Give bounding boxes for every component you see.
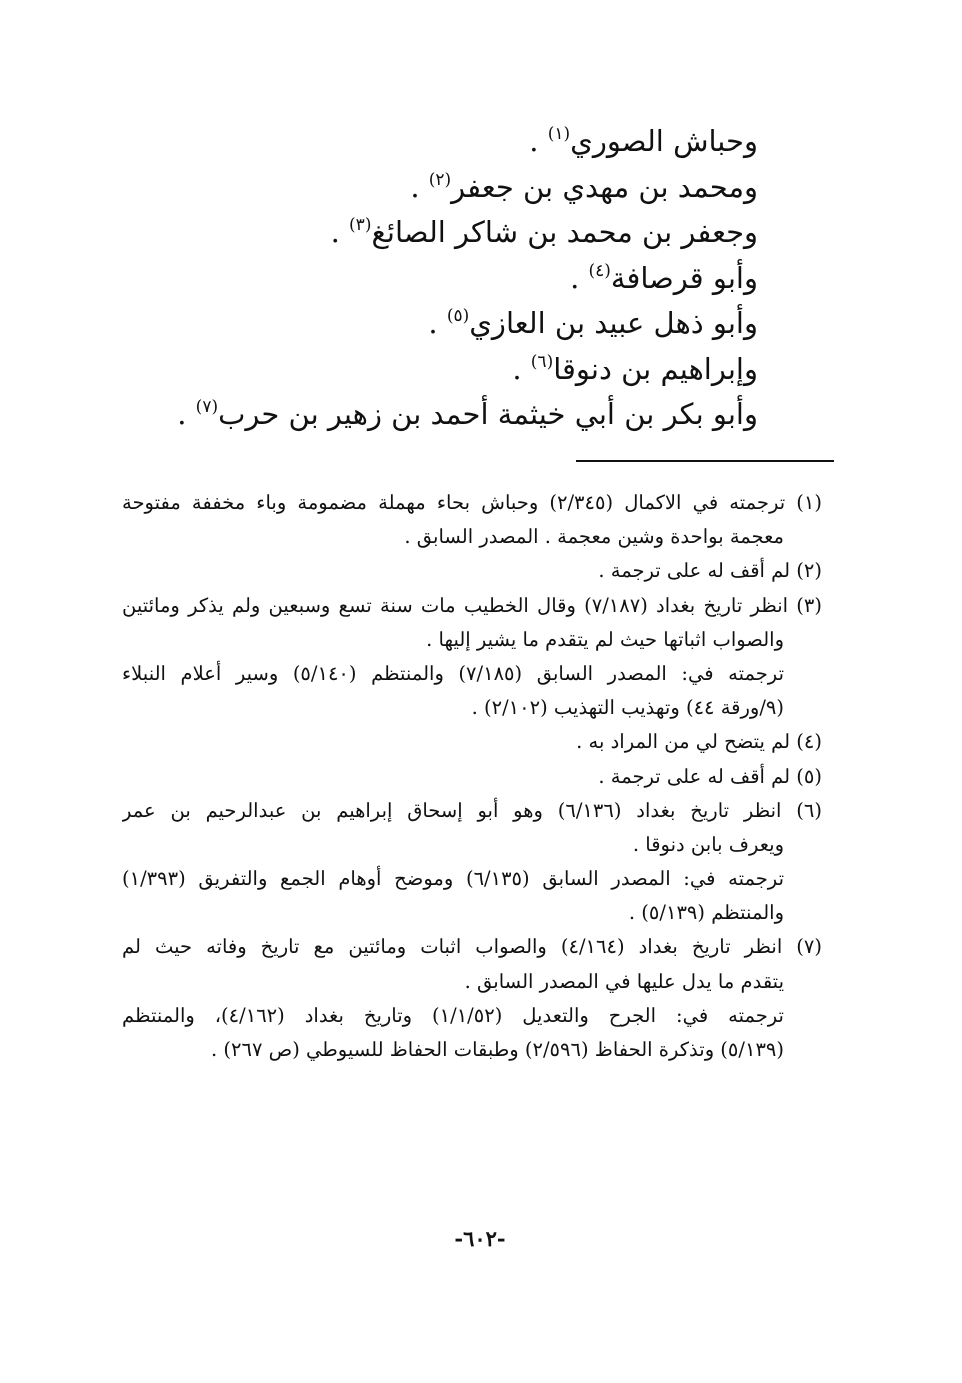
main-line: وإبراهيم بن دنوقا$^{(٦)}$ . bbox=[512, 351, 758, 386]
footnote-line: معجمة بواحدة وشين معجمة . المصدر السابق . bbox=[404, 525, 784, 549]
footnote-line: ترجمته في: المصدر السابق (٦/١٣٥) وموضح أوهام الجمع والتفريق (١/٣٩٣) bbox=[122, 867, 784, 891]
footnote-line: (٩/ورقة ٤٤) وتهذيب التهذيب (٢/١٠٢) . bbox=[471, 696, 784, 720]
footnote-line: يتقدم ما يدل عليها في المصدر السابق . bbox=[464, 969, 784, 993]
footnote-ref: (٤) bbox=[588, 260, 611, 281]
main-line: وأبو قرصافة$^{(٤)}$ . bbox=[570, 260, 758, 295]
footnote-line: والصواب اثباتها حيث لم يتقدم ما يشير إليها . bbox=[426, 627, 784, 651]
footnotes bbox=[122, 486, 822, 1067]
footnote-ref: (١) bbox=[547, 124, 571, 144]
footnote-line: (٥/١٣٩) وتذكرة الحفاظ (٢/٥٩٦) وطبقات الحفاظ للسيوطي (ص ٢٦٧) . bbox=[211, 1038, 784, 1061]
page-number: -٦٠٢- bbox=[454, 1226, 506, 1251]
footnote-line: ويعرف بابن دنوقا . bbox=[632, 832, 784, 856]
footnote-separator bbox=[576, 460, 834, 462]
footnote-line: (٦) انظر تاريخ بغداد (٦/١٣٦) وهو أبو إسحاق إبراهيم بن عبدالرحيم بن عمر bbox=[122, 798, 822, 822]
footnote-line: (٤) لم يتضح لي من المراد به . bbox=[576, 730, 822, 754]
footnote-ref: (٧) bbox=[195, 397, 219, 417]
footnote-ref: (٢) bbox=[428, 169, 452, 190]
footnote-line: (٧) انظر تاريخ بغداد (٤/١٦٤) والصواب اثبات ومائتين مع تاريخ وفاته حيث لم bbox=[122, 935, 822, 959]
footnote-line: (٣) انظر تاريخ بغداد (٧/١٨٧) وقال الخطيب مات سنة تسع وسبعين ولم يذكر ومائتين bbox=[122, 593, 822, 617]
main-line: وأبو بكر بن أبي خيثمة أحمد بن زهير بن حرب$^{(٧)}$ . bbox=[177, 397, 758, 431]
footnote-ref: (٦) bbox=[530, 351, 554, 372]
main-text bbox=[177, 112, 758, 431]
footnote-line: (٢) لم أقف له على ترجمة . bbox=[598, 559, 822, 583]
main-line: وحباش الصوري$^{(١)}$ . bbox=[529, 124, 758, 158]
main-line: وجعفر بن محمد بن شاكر الصائغ$^{(٣)}$ . bbox=[330, 215, 758, 249]
footnote-ref: (٣) bbox=[349, 215, 372, 235]
footnote-ref: (٥) bbox=[446, 306, 470, 326]
footnote-line: (٥) لم أقف له على ترجمة . bbox=[598, 764, 822, 788]
footnote-line: والمنتظم (٥/١٣٩) . bbox=[628, 901, 784, 925]
main-line: وأبو ذهل عبيد بن العازي$^{(٥)}$ . bbox=[428, 306, 758, 340]
footnote-line: (١) ترجمته في الاكمال (٢/٣٤٥) وحباش بحاء مهملة مضمومة وباء مخففة مفتوحة bbox=[122, 491, 822, 514]
footnote-line: ترجمته في: المصدر السابق (٧/١٨٥) والمنتظم (٥/١٤٠) وسير أعلام النبلاء bbox=[122, 661, 784, 685]
footnote-line: ترجمته في: الجرح والتعديل (١/١/٥٢) وتاريخ بغداد (٤/١٦٢)، والمنتظم bbox=[122, 1003, 784, 1027]
main-line: ومحمد بن مهدي بن جعفر$^{(٢)}$ . bbox=[410, 169, 758, 204]
